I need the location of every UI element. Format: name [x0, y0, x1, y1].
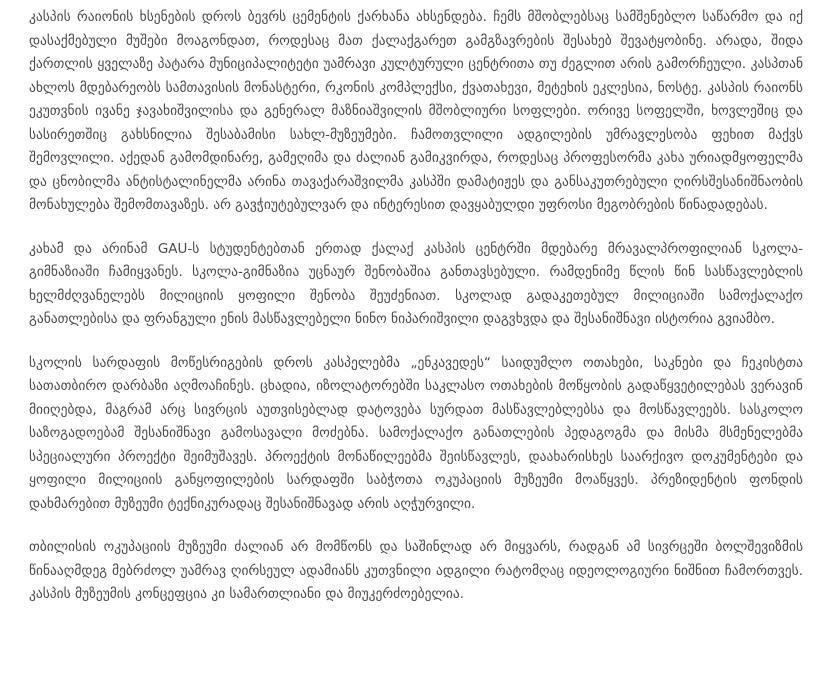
paragraph-nkvd-basement: სკოლის სარდაფის მოწესრიგების დროს კასპელებმა „ენკავედეს“ საიდუმლო ოთახები, საკნები და ჩეკისტთა სათათბირო დარბაზი აღმოაჩინეს. ცხადია, იზოლატორებში საკლასო ოთახების მოწყობის გადაწყვეტილებას ვერავინ მიიღებდა, მაგრამ არც სივრცის აუთვისებლად დატოვება სურდათ მასწავლებლებსა და მოსწავლეებს. სასკოლო საზოგადოებამ შესანიშნავი გამოსავალი მოძებნა. სამოქალაქო განათლების პედაგოგმა და მისმა მსმენელებმა სპეციალური პროექტი შეიმუშავეს. პროექტის მონაწილეებმა შეისწავლეს, დაახარისხეს საარქივო დოკუმენტები და ყოფილი მილიციის განყოფილების სარდაფში საბჭოთა ოკუპაციის მუზეუმი მოაწყვეს. პრეზიდენტის ფონდის დახმარებით მუზეუმი ტექნიკურადაც შესანიშნავად არის აღჭურვილი. — [29, 354, 803, 512]
paragraph-occupation-museum: თბილისის ოკუპაციის მუზეუმი ძალიან არ მომწონს და საშინლად არ მიყვარს, რადგან ამ სივრცეში ბოლშევიზმის წინააღმდეგ მებრძოლ უამრავ ღირსეულ ადამიანს კუთვნილი ადგილი რატომღაც იდეოლოგიური ნიშნით ჩამორთვეს. კასპის მუზეუმის კონცეფცია კი სამართლიანი და მიუკერძოებელია. — [29, 539, 803, 602]
paragraph-school-gymnasium: კახამ და არინამ GAU-ს სტუდენტებთან ერთად ქალაქ კასპის ცენტრში მდებარე მრავალპროფილიან სკოლა-გიმნაზიაში ჩამიყვანეს. სკოლა-გიმნაზია უცნაურ შენობაშია განთავსებული. რამდენიმე წლის წინ სასწავლებლის ხელმძღვანელებს მილიციის ყოფილი შენობა შეუძენიათ. სკოლად გადაკეთებულ მილიციაში სამოქალაქო განათლებისა და ფრანგული ენის მასწავლებელი ნინო ნიპარიშვილი დაგვხვდა და შესანიშნავი ისტორია გვიამბო. — [29, 240, 803, 327]
paragraph-kaspi-region: კასპის რაიონის ხსენების დროს ბევრს ცემენტის ქარხანა ახსენდება. ჩემს მშობლებსაც სამშენებლო საწარმო და იქ დასაქმებული მუშები მოაგონდათ, როდესაც მათ ქალაქგარეთ გამგზავრების შესახებ შევატყობინე. არადა, შიდა ქართლის ყველაზე პატარა მუნიციპალიტეტი უამრავი კულტურული ცენტრითა თუ ძეგლით არის გამორჩეული. კასპთან ახლოს მდებარეობს სამთავისის მონასტერი, რკონის კომპლექსი, ქვათახევი, მეტეხის ეკლესია, ნოსტე. კასპის რაიონს ეკუთვნის ივანე ჯავახიშვილისა და გენერალ მაზნიაშვილის მშობლიური სოფლები. ორივე სოფელში, ხოვლეშიც და სასირეთშიც გახსნილია შესაბამისი სახლ-მუზეუმები. ჩამოთვლილი ადგილების უმრავლესობა ფეხით მაქვს შემოვლილი. აქედან გამომდინარე, გამეღიმა და ძალიან გამიკვირდა, როდესაც პროფესორმა კახა ურიადმყოფელმა და ცნობილმა ანტისტალინელმა არინა თავაქარაშვილმა კასპში დამატიჟეს და განსაკუთრებული ღირსშესანიშნაობის მონახულება შემომთავაზეს. არ გავჭიუტებულვარ და ინტერესით დავყაბულდი უფროსი მეგობრების წინადადებას. — [29, 9, 803, 213]
